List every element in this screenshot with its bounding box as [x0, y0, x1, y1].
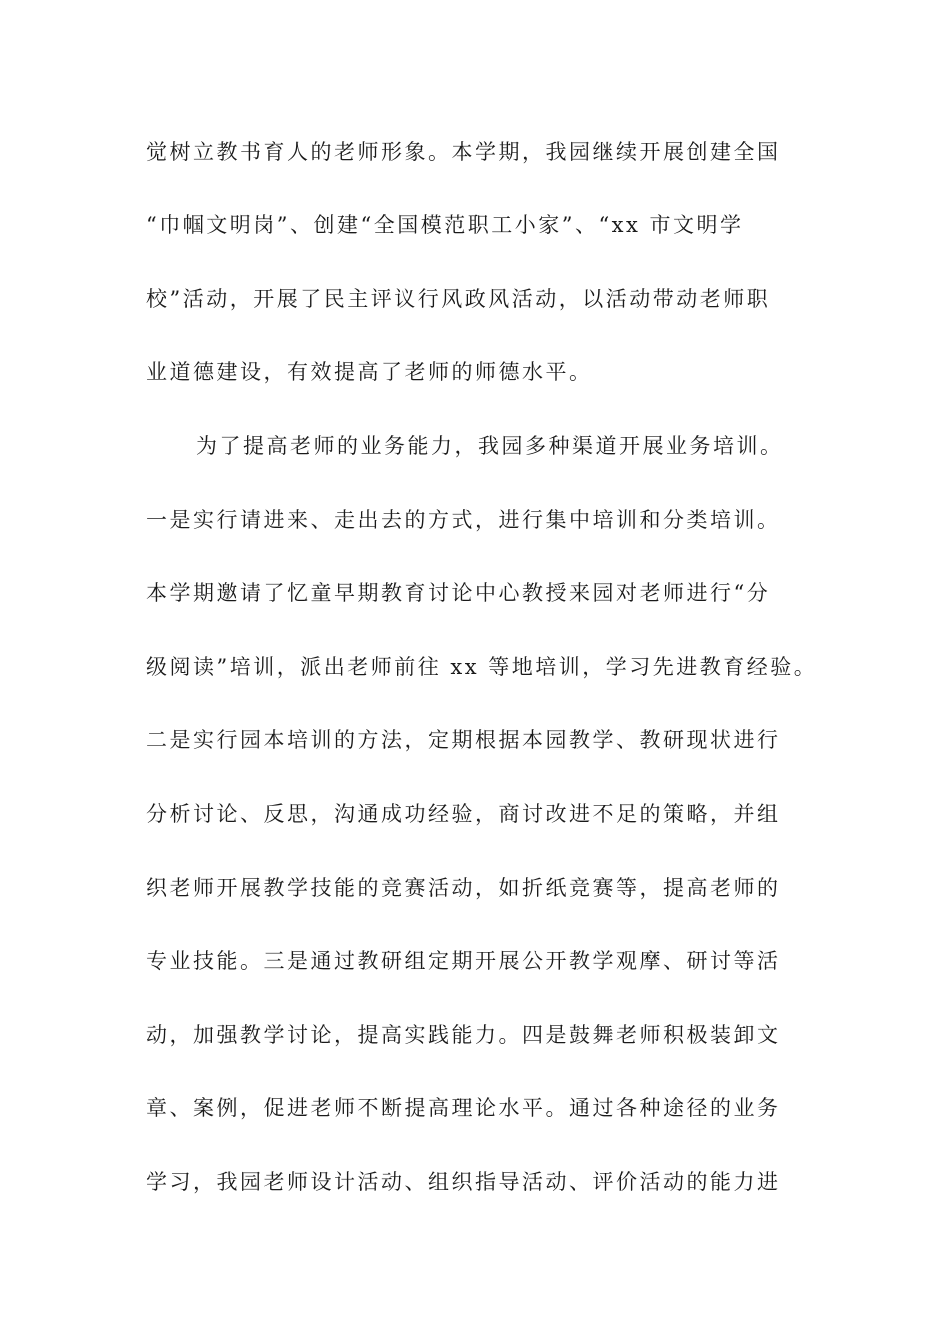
text-line: 学习，我园老师设计活动、组织指导活动、评价活动的能力进 [146, 1170, 781, 1194]
text-line: 一是实行请进来、走出去的方式，进行集中培训和分类培训。 [146, 508, 781, 532]
text-line: 业道德建设，有效提高了老师的师德水平。 [146, 360, 593, 384]
text-line: 动，加强教学讨论，提高实践能力。四是鼓舞老师积极装卸文 [146, 1023, 781, 1047]
text-line: 二是实行园本培训的方法，定期根据本园教学、教研现状进行 [146, 728, 781, 752]
text-line: 织老师开展教学技能的竞赛活动，如折纸竞赛等，提高老师的 [146, 876, 781, 900]
text-line: 专业技能。三是通过教研组定期开展公开教学观摩、研讨等活 [146, 949, 781, 973]
text-line: 觉树立教书育人的老师形象。本学期，我园继续开展创建全国 [146, 140, 781, 164]
text-line: 本学期邀请了忆童早期教育讨论中心教授来园对老师进行“分 [146, 581, 771, 605]
text-line: 级阅读”培训，派出老师前往 xx 等地培训，学习先进教育经验。 [146, 655, 818, 679]
text-line: “巾帼文明岗”、创建“全国模范职工小家”、“xx 市文明学 [146, 213, 744, 237]
text-line: 校”活动，开展了民主评议行风政风活动，以活动带动老师职 [146, 287, 771, 311]
paragraph-first-line: 为了提高老师的业务能力，我园多种渠道开展业务培训。 [196, 434, 784, 458]
text-line: 章、案例，促进老师不断提高理论水平。通过各种途径的业务 [146, 1096, 781, 1120]
text-line: 分析讨论、反思，沟通成功经验，商讨改进不足的策略，并组 [146, 802, 781, 826]
